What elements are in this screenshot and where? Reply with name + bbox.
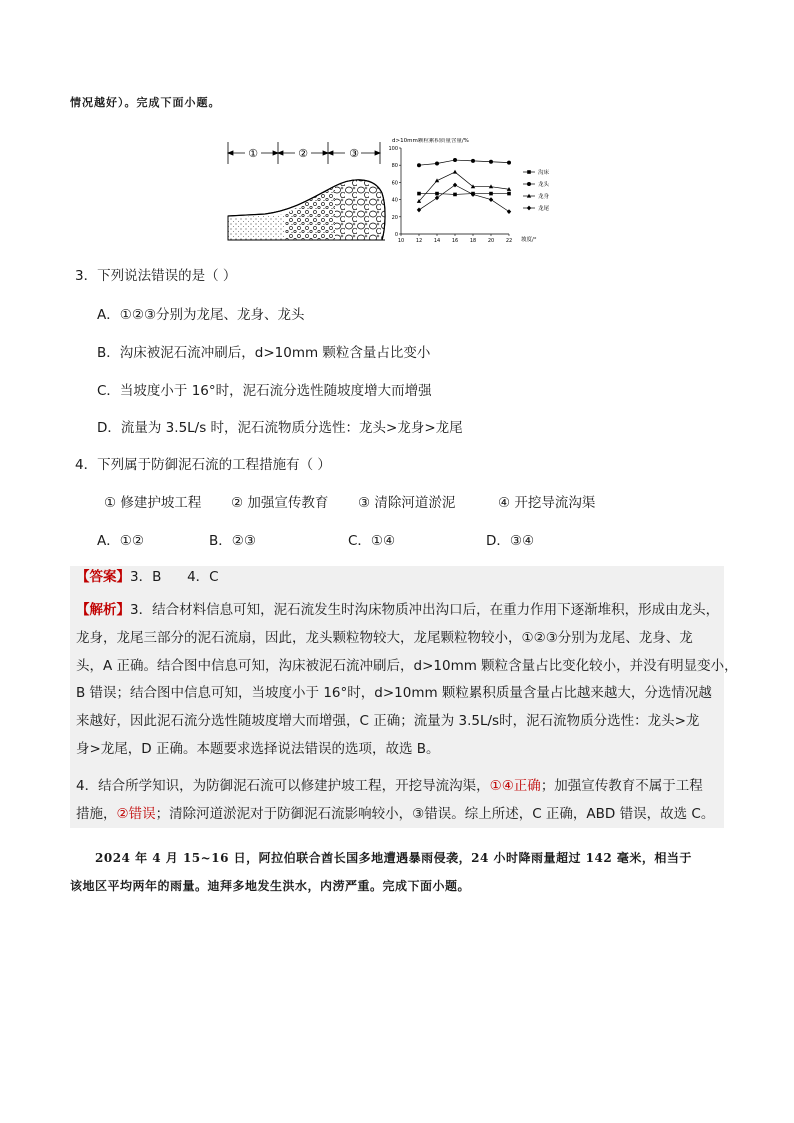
x-tick-label-22: 22 xyxy=(505,238,513,244)
analysis4-line1-red: ①④正确 xyxy=(489,778,541,794)
series-line-2 xyxy=(419,172,509,201)
legend-label-2: 龙身 xyxy=(538,194,550,200)
question-4-option-d[interactable]: D．③④ xyxy=(486,533,535,549)
question-3-stem: 3．下列说法错误的是（ ） xyxy=(75,268,237,284)
series-1-point-2 xyxy=(453,158,457,162)
analysis-line-6: 身>龙尾，D 正确。本题要求选择说法错误的选项，故选 B。 xyxy=(76,740,440,757)
y-tick-label-60: 60 xyxy=(391,180,398,187)
question-3-option-d[interactable]: D．流量为 3.5L/s 时，泥石流物质分选性：龙头>龙身>龙尾 xyxy=(97,420,463,436)
series-3-point-4 xyxy=(489,197,493,202)
x-tick-label-20: 20 xyxy=(487,238,495,244)
analysis-paragraph-4 xyxy=(76,773,724,829)
figure-svg xyxy=(225,138,575,248)
chart-xlabel: 坡度/° xyxy=(521,237,537,243)
question-4-option-c[interactable]: C．①④ xyxy=(348,533,396,549)
x-tick-label-10: 10 xyxy=(397,238,405,244)
analysis4-line2-a: 措施， xyxy=(76,805,117,822)
analysis-line-1: 3．结合材料信息可知，泥石流发生时沟床物质冲出沟口后，在重力作用下逐渐堆积，形成由龙头， xyxy=(130,602,720,618)
series-2-point-2 xyxy=(453,170,457,174)
legend-marker-2 xyxy=(527,194,531,198)
analysis-line-5: 来越好，因此泥石流分选性随坡度增大而增强，C 正确；流量为 3.5L/s时，泥石流物质分选性：龙头>龙 xyxy=(76,713,700,730)
y-tick-label-80: 80 xyxy=(391,163,398,170)
question-3-option-a[interactable]: A．①②③分别为龙尾、龙身、龙头 xyxy=(97,307,305,323)
chart-ylabel: d>10mm颗粒累积质量含量/% xyxy=(392,138,469,144)
analysis4-line2-b: ；清除河道淤泥对于防御泥石流影响较小，③错误。综上所述，C 正确，ABD 错误，故选 C。 xyxy=(155,805,715,822)
series-3-point-1 xyxy=(435,195,439,200)
analysis-line-4: B 错误；结合图中信息可知，当坡度小于 16°时，d>10mm 颗粒累积质量含量占比越来越大，分选情况越 xyxy=(76,685,712,702)
series-1-point-3 xyxy=(471,159,475,163)
section-label-2: ② xyxy=(298,147,308,160)
x-tick-label-16: 16 xyxy=(451,238,459,244)
intro-text-bottom xyxy=(70,844,724,900)
series-0-point-5 xyxy=(507,192,511,196)
series-3-point-2 xyxy=(453,183,457,188)
analysis4-line1-a: 4．结合所学知识，为防御泥石流可以修建护坡工程，开挖导流沟渠， xyxy=(76,778,490,794)
question-4-option-b[interactable]: B．②③ xyxy=(209,533,256,549)
analysis-line-3: 头，A 正确。结合图中信息可知，沟床被泥石流冲刷后，d>10mm 颗粒含量占比变化较小，并没有明显变小， xyxy=(76,657,738,674)
series-0-point-2 xyxy=(453,193,457,197)
legend-label-1: 龙头 xyxy=(538,182,550,188)
question-4-stem: 4．下列属于防御泥石流的工程措施有（ ） xyxy=(75,457,331,473)
measure-1: ① 修建护坡工程 xyxy=(104,495,202,511)
grain-size-chart xyxy=(388,138,549,244)
y-tick-label-40: 40 xyxy=(391,197,398,204)
question-4-option-a[interactable]: A．①② xyxy=(97,533,144,549)
series-line-1 xyxy=(419,160,509,165)
legend-label-0: 沟床 xyxy=(538,170,550,176)
series-1-point-1 xyxy=(435,161,439,165)
legend-label-3: 龙尾 xyxy=(538,206,550,212)
series-3-point-0 xyxy=(417,208,421,213)
x-tick-label-12: 12 xyxy=(415,238,423,244)
legend-marker-0 xyxy=(527,170,531,174)
series-1-point-0 xyxy=(417,163,421,167)
analysis4-line1-b: ；加强宣传教育不属于工程 xyxy=(540,778,703,794)
y-tick-label-0: 0 xyxy=(394,232,398,238)
y-tick-label-100: 100 xyxy=(388,146,398,152)
series-0-point-4 xyxy=(489,192,493,196)
intro-text-top: 情况越好）。完成下面小题。 xyxy=(70,96,221,109)
answer-line xyxy=(76,568,219,586)
measure-2: ② 加强宣传教育 xyxy=(231,495,329,511)
series-3-point-5 xyxy=(507,209,511,214)
answer-text: 3．B 4．C xyxy=(130,569,219,585)
legend-marker-1 xyxy=(527,182,531,186)
intro-bottom-line-1: 2024 年 4 月 15~16 日，阿拉伯联合酋长国多地遭遇暴雨侵袭，24 小时降雨量超过 142 毫米，相当于 xyxy=(70,851,692,865)
x-tick-label-18: 18 xyxy=(469,238,477,244)
analysis-paragraph-3 xyxy=(76,597,738,764)
intro-bottom-line-2: 该地区平均两年的雨量。迪拜多地发生洪水，内涝严重。完成下面小题。 xyxy=(70,879,471,893)
analysis4-line2-red: ②错误 xyxy=(116,805,156,822)
answer-label: 【答案】 xyxy=(76,569,130,585)
series-1-point-4 xyxy=(489,160,493,164)
measure-3: ③ 清除河道淤泥 xyxy=(358,495,456,511)
series-line-0 xyxy=(419,194,509,195)
question-3-option-c[interactable]: C．当坡度小于 16°时，泥石流分选性随坡度增大而增强 xyxy=(97,383,432,399)
y-tick-label-20: 20 xyxy=(391,214,398,221)
analysis-label: 【解析】 xyxy=(76,602,130,618)
legend-marker-3 xyxy=(527,206,531,211)
series-0-point-1 xyxy=(435,192,439,196)
x-tick-label-14: 14 xyxy=(433,238,441,244)
section-label-1: ① xyxy=(248,147,258,160)
section-label-3: ③ xyxy=(349,147,359,160)
figure-debris-flow xyxy=(225,138,575,248)
series-line-3 xyxy=(419,185,509,212)
analysis-line-2: 龙身，龙尾三部分的泥石流扇，因此，龙头颗粒物较大，龙尾颗粒物较小，①②③分别为龙尾、龙身、龙 xyxy=(76,629,693,646)
series-1-point-5 xyxy=(507,161,511,165)
series-0-point-0 xyxy=(417,192,421,196)
debris-fan-profile xyxy=(228,180,385,240)
question-3-option-b[interactable]: B．沟床被泥石流冲刷后，d>10mm 颗粒含量占比变小 xyxy=(97,345,431,361)
measure-4: ④ 开挖导流沟渠 xyxy=(498,495,596,511)
